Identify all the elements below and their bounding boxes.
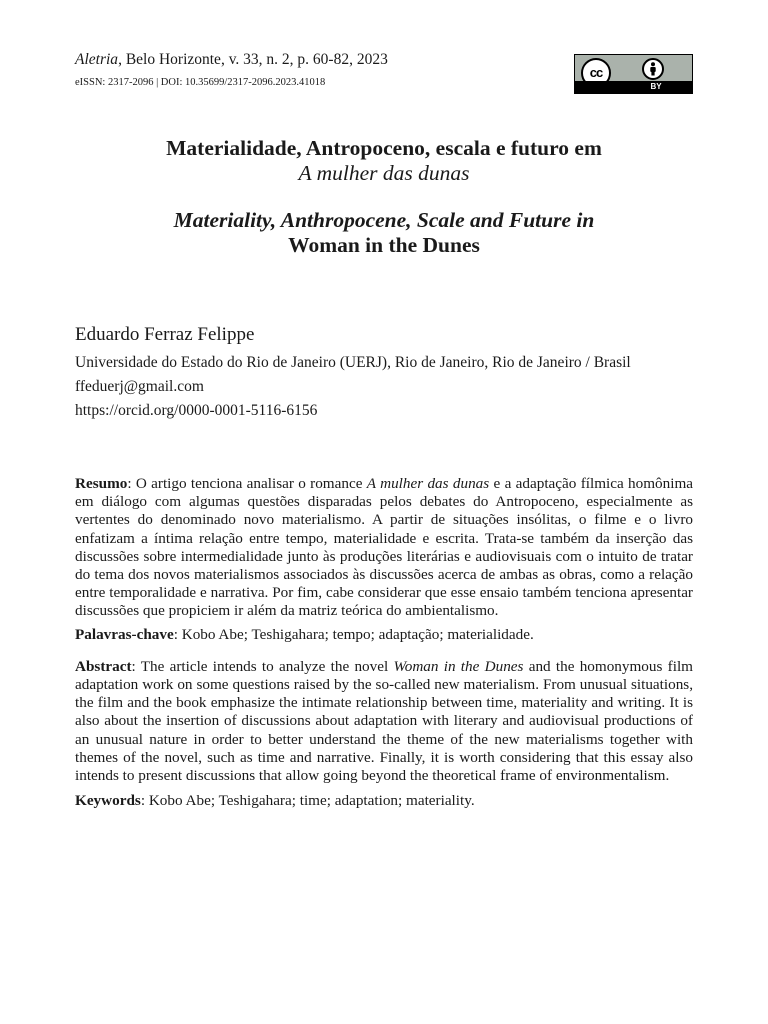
citation-details: , Belo Horizonte, v. 33, n. 2, p. 60-82, 2023: [118, 51, 388, 68]
keywords-label: Keywords: [75, 792, 141, 810]
palavras-chave-label: Palavras-chave: [75, 625, 174, 643]
abstract-text-b: and the homonymous film adaptation work on some questions raised by the so-called new materialism. From unusual situations, the film and the book emphasize the intimate relationship between time, materiality and writing. It is also about the insertion of discussions about adaptation with literary and audiovisual productions of an unusual nature in order to better understand the theme of the new materialisms together with themes of the novel, such as time and narrative. Finally, it is worth considering that this essay also intends to present discussions that allow going beyond the theoretical frame of environmentalism.: [75, 657, 693, 785]
author-block: [75, 322, 695, 423]
author-orcid[interactable]: https://orcid.org/0000-0001-5116-6156: [75, 402, 318, 419]
article-titles: [60, 136, 708, 258]
author-name: Eduardo Ferraz Felippe: [75, 324, 255, 345]
abstract-paragraph: [75, 658, 693, 785]
author-email[interactable]: ffeduerj@gmail.com: [75, 378, 204, 395]
palavras-chave-text: : Kobo Abe; Teshigahara; tempo; adaptação; materialidade.: [173, 625, 534, 643]
keywords-text: : Kobo Abe; Teshigahara; time; adaptation; materiality.: [140, 792, 475, 810]
citation-line: [75, 50, 535, 70]
by-label: BY: [650, 82, 662, 91]
issn-doi[interactable]: eISSN: 2317-2096 | DOI: 10.35699/2317-2096.2023.41018: [75, 77, 326, 88]
abstract-text-a: : The article intends to analyze the novel: [131, 657, 394, 675]
attribution-person-icon: [642, 58, 664, 80]
creative-commons-icon: cc: [581, 58, 611, 88]
title-portuguese-line2: A mulher das dunas: [298, 161, 470, 185]
author-affiliation: Universidade do Estado do Rio de Janeiro (UERJ), Rio de Janeiro, Rio de Janeiro / Brasil: [75, 354, 631, 371]
license-strip: [575, 81, 692, 93]
resumo-text-a: : O artigo tenciona analisar o romance: [127, 475, 367, 492]
abstracts-section: [75, 475, 693, 810]
cc-by-license-badge[interactable]: [574, 54, 693, 94]
resumo-label: Resumo: [75, 475, 128, 492]
title-english-line1: Materiality, Anthropocene, Scale and Future in: [173, 208, 595, 232]
journal-name: Aletria: [75, 51, 119, 68]
journal-header: [75, 50, 535, 90]
keywords-line: [75, 792, 693, 810]
resumo-paragraph: [75, 475, 693, 621]
palavras-chave-line: [75, 626, 693, 644]
resumo-text-b: e a adaptação fílmica homônima em diálogo com algumas questões disparadas pelos debates do Antropoceno, especialmente as vertentes do denominado novo materialismo. A partir de situações insólitas, o filme e o livro enfatizam a íntima relação entre tempo, materialidade e escrita. Trata-se também da inserção das discussões sobre intermedialidade junto às produções literárias e audiovisuais com o intuito de tratar do tema dos novos materialismos associados às discussões acerca de ambas as obras, como a relação entre temporalidade e narrativa. Por fim, cabe considerar que esse ensaio também tenciona apresentar discussões que propiciem ir além da matriz teórica do ambientalismo.: [75, 475, 693, 620]
abstract-label: Abstract: [75, 657, 132, 675]
title-english-line2: Woman in the Dunes: [288, 233, 480, 257]
abstract-italic-title: Woman in the Dunes: [393, 657, 524, 675]
title-portuguese-line1: Materialidade, Antropoceno, escala e futuro em: [166, 136, 602, 160]
resumo-italic-title: A mulher das dunas: [366, 475, 490, 492]
